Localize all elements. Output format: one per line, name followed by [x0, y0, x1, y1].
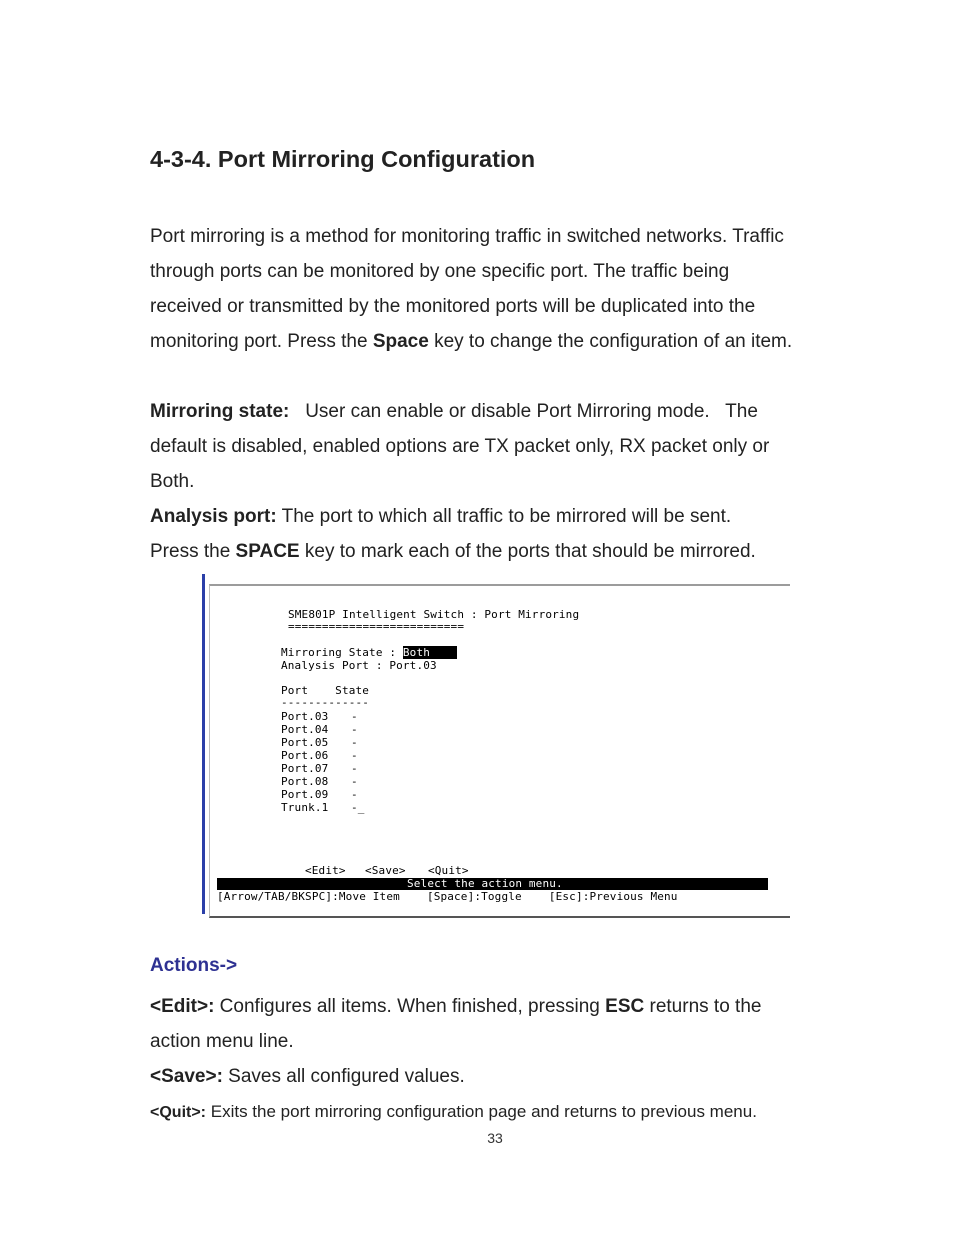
- intro-line-4: [150, 324, 792, 359]
- port-name: Port.07: [281, 762, 329, 775]
- quit-text: Exits the port mirroring configuration page and returns to previous menu.: [206, 1102, 757, 1121]
- quit-label: <Quit>:: [150, 1104, 207, 1121]
- mirroring-state-value[interactable]: Both: [402, 646, 458, 659]
- port-name: Port.03: [281, 710, 329, 723]
- edit-description-line-1: [150, 989, 761, 1024]
- mirroring-state-line-1: [150, 394, 758, 429]
- edit-text: Configures all items. When finished, pressing: [214, 996, 606, 1017]
- save-text: Saves all configured values.: [222, 1066, 465, 1087]
- space-key-bold-2: SPACE: [235, 541, 300, 562]
- edit-description-line-2: action menu line.: [150, 1031, 294, 1052]
- section-heading: 4-3-4. Port Mirroring Configuration: [150, 146, 536, 172]
- port-table-rule: -------------: [281, 696, 370, 709]
- port-row[interactable]: [281, 762, 358, 775]
- port-state[interactable]: -: [351, 723, 358, 736]
- port-row[interactable]: [281, 736, 358, 749]
- edit-action[interactable]: <Edit>: [305, 864, 346, 877]
- port-state[interactable]: -: [351, 749, 358, 762]
- port-state[interactable]: -: [351, 736, 358, 749]
- mirroring-state-label: Mirroring state:: [150, 401, 290, 422]
- mirroring-state-field[interactable]: [281, 646, 457, 659]
- intro-line-2: through ports can be monitored by one specific port. The traffic being: [150, 261, 730, 282]
- port-state[interactable]: -: [351, 710, 358, 723]
- esc-key-bold: ESC: [605, 996, 645, 1017]
- port-row[interactable]: [281, 788, 358, 801]
- terminal-window: [209, 584, 790, 918]
- space-note-post: key to mark each of the ports that should be mirrored.: [299, 541, 756, 562]
- port-state[interactable]: -: [351, 762, 358, 775]
- mirroring-state-line-2: default is disabled, enabled options are TX packet only, RX packet only or: [150, 436, 770, 457]
- port-name: Port.04: [281, 723, 329, 736]
- edit-text-post: returns to the: [644, 996, 762, 1017]
- quit-description: [150, 1094, 757, 1130]
- quit-action[interactable]: <Quit>: [428, 864, 469, 877]
- port-table-header: Port State: [281, 684, 370, 697]
- actions-heading: Actions->: [150, 955, 238, 976]
- edit-label: <Edit>:: [150, 996, 215, 1017]
- port-name: Trunk.1: [281, 801, 329, 814]
- save-label: <Save>:: [150, 1066, 223, 1087]
- port-row[interactable]: [281, 775, 358, 788]
- port-name: Port.08: [281, 775, 329, 788]
- port-row[interactable]: [281, 801, 365, 814]
- save-description: [150, 1059, 465, 1094]
- analysis-port-text: The port to which all traffic to be mirrored will be sent.: [276, 506, 732, 527]
- port-row[interactable]: [281, 723, 358, 736]
- terminal-title: SME801P Intelligent Switch : Port Mirroring: [288, 608, 580, 621]
- port-name: Port.05: [281, 736, 329, 749]
- analysis-port-field[interactable]: Analysis Port : Port.03: [281, 659, 437, 672]
- space-note-line: [150, 534, 756, 569]
- port-state[interactable]: -_: [351, 801, 365, 814]
- port-name: Port.09: [281, 788, 329, 801]
- analysis-port-line: [150, 499, 731, 534]
- port-row[interactable]: [281, 749, 358, 762]
- intro-line-4-text: monitoring port. Press the: [150, 331, 373, 352]
- mirroring-state-field-label: Mirroring State :: [281, 646, 403, 659]
- terminal-screenshot: [202, 574, 789, 914]
- save-action[interactable]: <Save>: [365, 864, 406, 877]
- port-state[interactable]: -: [351, 775, 358, 788]
- status-message: Select the action menu.: [407, 877, 563, 890]
- port-row[interactable]: [281, 710, 358, 723]
- page-number: 33: [487, 1130, 503, 1146]
- port-name: Port.06: [281, 749, 329, 762]
- intro-line-3: received or transmitted by the monitored ports will be duplicated into the: [150, 296, 756, 317]
- analysis-port-label: Analysis port:: [150, 506, 277, 527]
- port-state[interactable]: -: [351, 788, 358, 801]
- mirroring-state-line-3: Both.: [150, 471, 195, 492]
- intro-line-4-rest: key to change the configuration of an item.: [428, 331, 793, 352]
- space-note-pre: Press the: [150, 541, 236, 562]
- intro-line-1: Port mirroring is a method for monitoring traffic in switched networks. Traffic: [150, 226, 784, 247]
- mirroring-state-text: User can enable or disable Port Mirroring mode. The: [289, 401, 758, 422]
- terminal-title-underline: ==========================: [288, 620, 465, 633]
- screenshot-accent-bar: [202, 574, 205, 914]
- space-key-bold: Space: [372, 331, 429, 352]
- help-line: [Arrow/TAB/BKSPC]:Move Item [Space]:Toggle [Esc]:Previous Menu: [217, 890, 678, 903]
